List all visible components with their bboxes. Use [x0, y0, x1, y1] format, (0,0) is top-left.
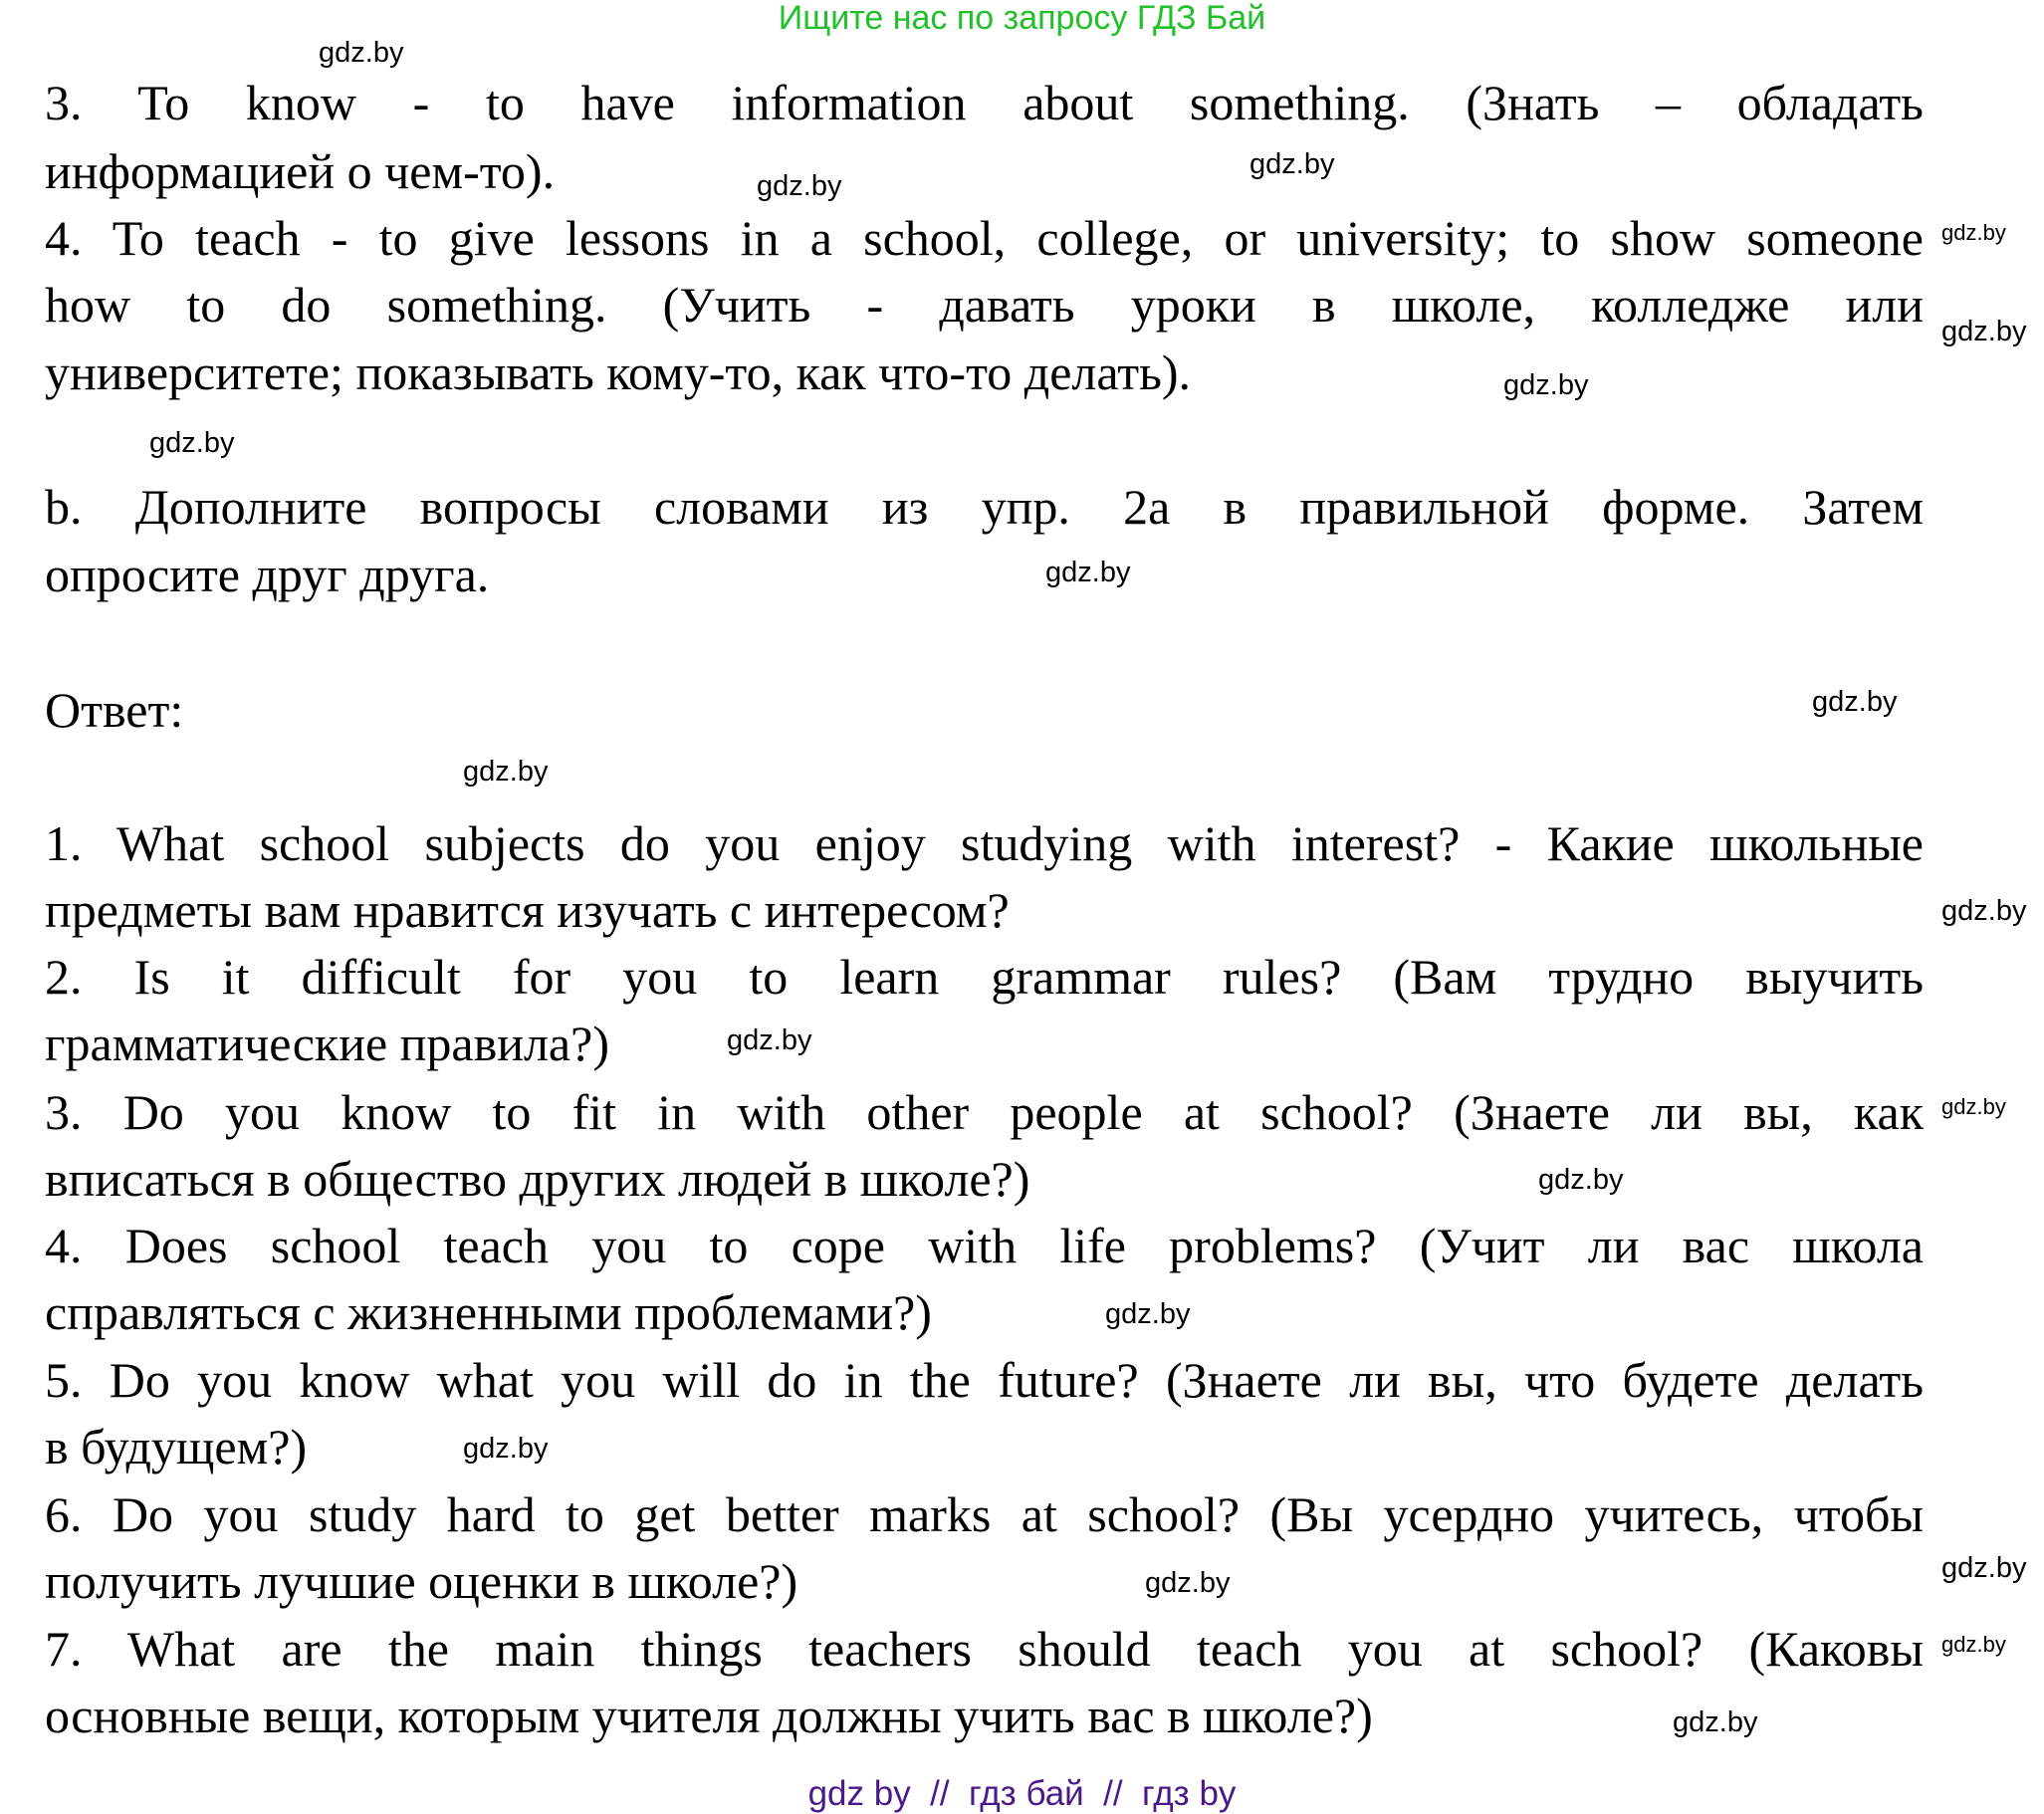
text-line: 3. Do you know to fit in with other people at school? (Знаете ли вы, как [45, 1084, 1924, 1140]
text-line: b. Дополните вопросы словами из упр. 2а в правильной форме. Затем [45, 479, 1924, 535]
text-line: предметы вам нравится изучать с интересом? [45, 882, 1010, 938]
text-line: 1. What school subjects do you enjoy studying with interest? - Какие школьные [45, 815, 1924, 871]
watermark: gdz.by [463, 756, 549, 788]
watermark: gdz.by [727, 1024, 812, 1056]
text-line: 5. Do you know what you will do in the future? (Знаете ли вы, что будете делать [45, 1352, 1924, 1408]
watermark: gdz.by [149, 427, 235, 459]
text-line: в будущем?) [45, 1419, 308, 1474]
text-line: вписаться в общество других людей в школе?) [45, 1151, 1030, 1207]
watermark: gdz.by [463, 1433, 549, 1465]
watermark: gdz.by [757, 170, 842, 202]
text-line: университете; показывать кому-то, как что-то делать). [45, 344, 1192, 400]
text-line: 4. Does school teach you to cope with life problems? (Учит ли вас школа [45, 1218, 1924, 1273]
watermark: gdz.by [1503, 369, 1589, 401]
watermark: gdz.by [1045, 557, 1131, 588]
watermark: gdz.by [1941, 220, 2006, 245]
text-line: основные вещи, которым учителя должны учить вас в школе?) [45, 1688, 1373, 1743]
text-line: 3. To know - to have information about something. (Знать – обладать [45, 75, 1924, 130]
text-line: опросите друг друга. [45, 547, 490, 602]
watermark: gdz.by [1812, 686, 1898, 718]
watermark: gdz.by [1105, 1298, 1191, 1330]
text-line: грамматические правила?) [45, 1016, 609, 1071]
watermark: gdz.by [1538, 1164, 1624, 1196]
watermark: gdz.by [1145, 1567, 1231, 1599]
text-line: how to do something. (Учить - давать уроки в школе, колледже или [45, 277, 1924, 333]
text-line: 7. What are the main things teachers should teach you at school? (Каковы [45, 1621, 1924, 1677]
text-line: информацией о чем-то). [45, 143, 556, 199]
watermark: gdz.by [1249, 148, 1335, 180]
answer-heading: Ответ: [45, 682, 184, 738]
watermark: gdz.by [1941, 895, 2027, 927]
watermark: gdz.by [1941, 1632, 2006, 1657]
watermark: gdz.by [1941, 1552, 2027, 1584]
text-line: 4. To teach - to give lessons in a school, college, or university; to show someone [45, 210, 1924, 266]
text-line: справляться с жизненными проблемами?) [45, 1284, 932, 1340]
text-line: 2. Is it difficult for you to learn grammar rules? (Вам трудно выучить [45, 949, 1924, 1005]
watermark: gdz.by [1941, 316, 2027, 347]
search-hint-header: Ищите нас по запросу ГДЗ Бай [778, 0, 1266, 37]
watermark: gdz.by [319, 37, 404, 69]
text-line: 6. Do you study hard to get better marks at school? (Вы усердно учитесь, чтобы [45, 1486, 1924, 1542]
watermark: gdz.by [1673, 1706, 1758, 1738]
site-footer: gdz by // гдз бай // гдз by [807, 1774, 1237, 1813]
watermark: gdz.by [1941, 1094, 2006, 1119]
text-line: получить лучшие оценки в школе?) [45, 1553, 798, 1609]
